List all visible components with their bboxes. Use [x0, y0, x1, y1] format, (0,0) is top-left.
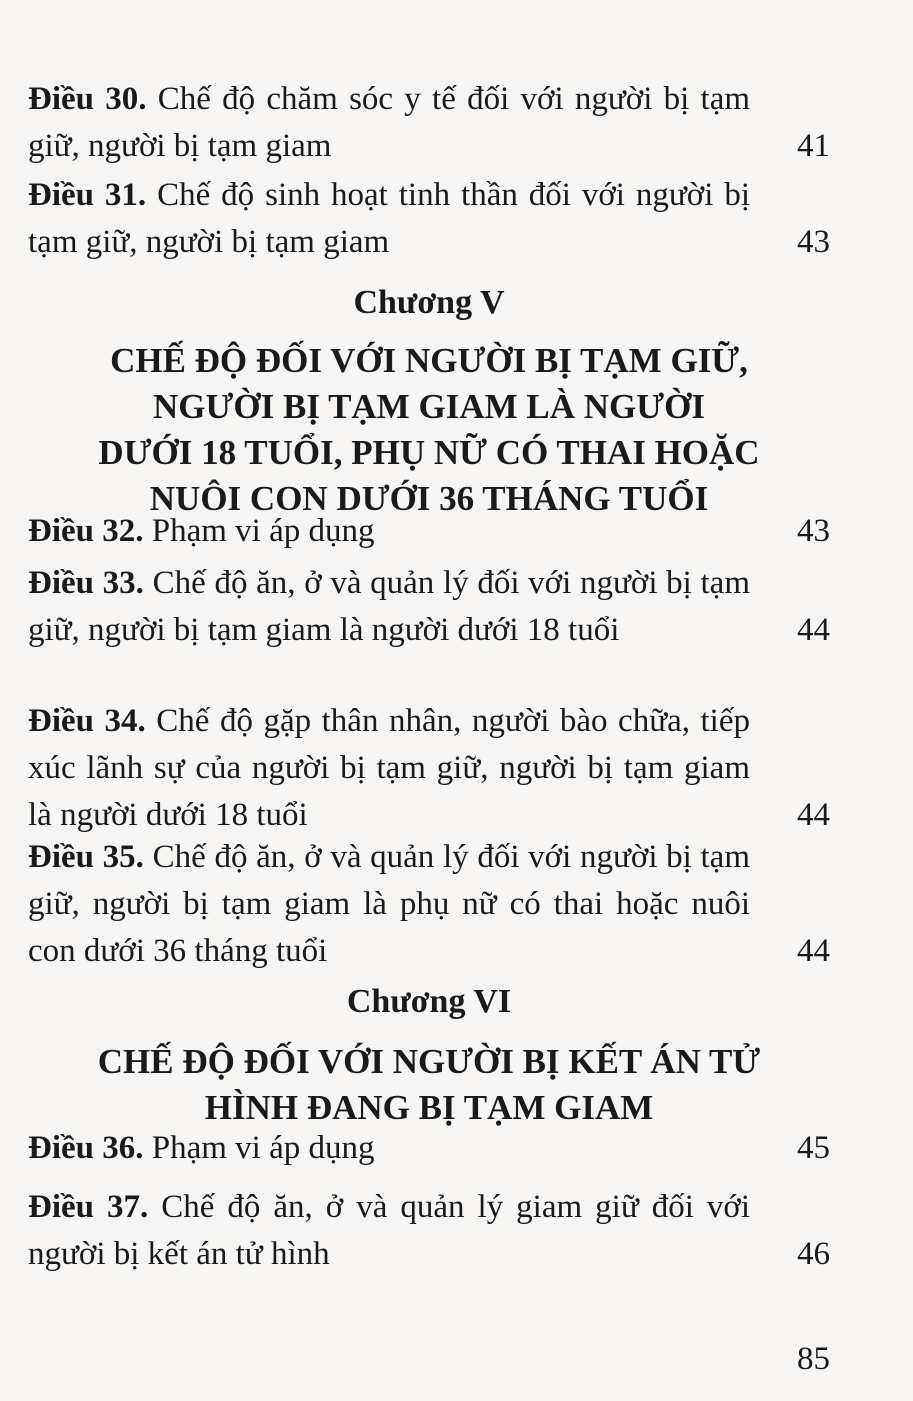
page-number: 85: [797, 1341, 830, 1377]
article-label: Điều 32.: [28, 513, 144, 549]
chapter-title-line: CHẾ ĐỘ ĐỐI VỚI NGƯỜI BỊ TẠM GIỮ,: [110, 341, 748, 380]
page-ref: 46: [797, 1236, 830, 1272]
chapter-label: Chương VI: [346, 983, 512, 1020]
toc-entry-dieu-34: [28, 698, 830, 839]
article-label: Điều 31.: [28, 177, 147, 213]
page-ref: 43: [797, 513, 830, 549]
chapter-title-line: CHẾ ĐỘ ĐỐI VỚI NGƯỜI BỊ KẾT ÁN TỬ: [97, 1042, 761, 1081]
chapter-vi-heading: [28, 979, 830, 1131]
chapter-title-line: NUÔI CON DƯỚI 36 THÁNG TUỔI: [149, 479, 709, 518]
page-ref: 44: [797, 797, 830, 833]
article-title: Chế độ gặp thân nhân, người bào chữa, tiếp xúc lãnh sự của người bị tạm giữ, người bị tạm giam là người dưới 18 tuổi: [28, 703, 750, 833]
page-ref: 45: [797, 1130, 830, 1166]
article-label: Điều 37.: [28, 1189, 149, 1225]
chapter-title-line: DƯỚI 18 TUỔI, PHỤ NỮ CÓ THAI HOẶC: [98, 433, 760, 472]
article-title: Phạm vi áp dụng: [143, 513, 375, 549]
page-ref: 44: [797, 933, 830, 969]
article-label: Điều 35.: [28, 839, 144, 875]
article-title: Phạm vi áp dụng: [143, 1130, 375, 1166]
article-title: Chế độ ăn, ở và quản lý đối với người bị tạm giữ, người bị tạm giam là phụ nữ có thai hoặc nuôi con dưới 36 tháng tuổi: [28, 839, 750, 969]
toc-entry-dieu-37: [28, 1184, 830, 1278]
chapter-title-line: NGƯỜI BỊ TẠM GIAM LÀ NGƯỜI: [153, 387, 705, 426]
page-ref: 44: [797, 612, 830, 648]
toc-entry-dieu-32: [28, 508, 830, 555]
article-label: Điều 33.: [28, 565, 144, 601]
article-title: Chế độ ăn, ở và quản lý giam giữ đối với người bị kết án tử hình: [28, 1189, 751, 1272]
page-ref: 43: [797, 224, 830, 260]
article-label: Điều 30.: [28, 81, 147, 117]
article-title: Chế độ chăm sóc y tế đối với người bị tạm giữ, người bị tạm giam: [28, 81, 751, 164]
article-label: Điều 34.: [28, 703, 146, 739]
toc-entry-dieu-35: [28, 834, 830, 975]
chapter-title-line: HÌNH ĐANG BỊ TẠM GIAM: [204, 1088, 654, 1127]
toc-entry-dieu-31: [28, 172, 830, 266]
toc-entry-dieu-30: [28, 76, 830, 170]
chapter-label: Chương V: [353, 284, 505, 321]
article-title: Chế độ ăn, ở và quản lý đối với người bị tạm giữ, người bị tạm giam là người dưới 18 tuổi: [28, 565, 750, 648]
toc-entry-dieu-33: [28, 560, 830, 654]
chapter-v-heading: [28, 280, 830, 522]
toc-entry-dieu-36: [28, 1125, 830, 1172]
page-ref: 41: [797, 128, 830, 164]
article-label: Điều 36.: [28, 1130, 144, 1166]
article-title: Chế độ sinh hoạt tinh thần đối với người bị tạm giữ, người bị tạm giam: [28, 177, 750, 260]
